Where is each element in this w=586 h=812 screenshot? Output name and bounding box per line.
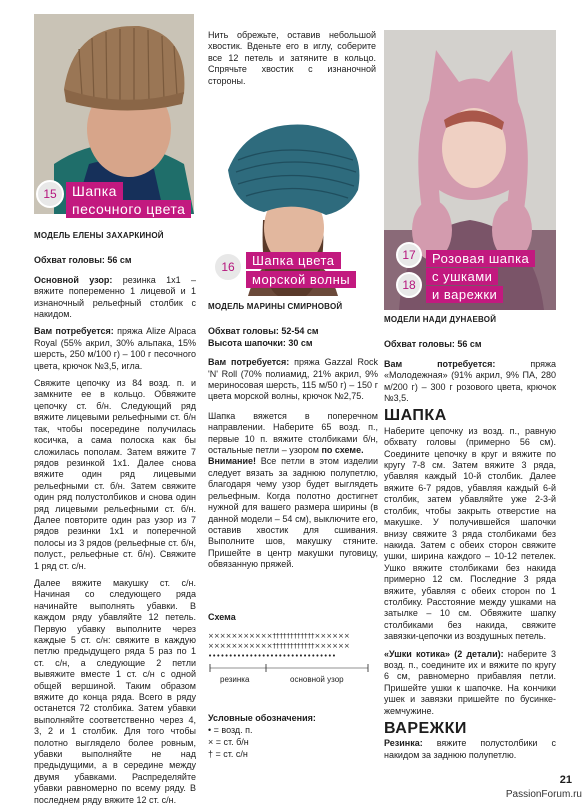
- main-pattern-text: резинка 1х1 – вяжите попеременно 1 лицевой и 1 изнаночный рельефный столбик с накидом.: [34, 274, 196, 320]
- materials-label: Вам потребуется:: [384, 358, 496, 369]
- model-number-badge: 15: [36, 180, 64, 208]
- legend-dc: † = ст. с/н: [208, 749, 248, 759]
- materials-text: пряжа «Молодежная» (91% акрил, 9% ПА, 280 м/200 г) – 300 г розового цвета, крючок №3,5.: [384, 358, 556, 404]
- title-line-2: песочного цвета: [72, 201, 186, 217]
- legend-sc: × = ст. б/н: [208, 737, 249, 747]
- materials-text: пряжа Gazzal Rock 'N' Roll (70% полиамид, 21% акрил, 9% мериносовая шерсть, 115 м/50 г) – 150 г цвета морской волны, крючок №2,75.: [208, 357, 378, 402]
- title-banner-3: [426, 286, 503, 303]
- materials: [208, 357, 378, 403]
- watermark: PassionForum.ru: [505, 789, 582, 800]
- legend: [208, 712, 378, 760]
- mittens-text: вяжите полустолбики с накидом за заднюю полупетлю.: [384, 738, 556, 760]
- materials-label: Вам потребуется:: [208, 357, 290, 368]
- column-pink-hat: [384, 314, 556, 767]
- head-girth: Обхват головы: 56 см: [384, 339, 482, 350]
- materials-label: Вам потребуется:: [34, 326, 114, 337]
- model-credit: МОДЕЛИ НАДИ ДУНАЕВОЙ: [384, 315, 497, 324]
- section-heading-mittens: ВАРЕЖКИ: [384, 720, 467, 737]
- title-banner: [66, 182, 123, 200]
- main-pattern-label: Основной узор:: [34, 274, 113, 285]
- attention-label: Внимание!: [208, 456, 256, 467]
- head-girth: Обхват головы: 52-54 см: [208, 326, 319, 337]
- scheme-row-1: ×××××××××××††††††††††††××××××: [208, 632, 350, 640]
- section-heading-hat: ШАПКА: [384, 407, 447, 425]
- hat-instructions: Наберите цепочку из возд. п., равную обхвату головы (примерно 56 см). Соедините цепочку в круг и вяжите по кругу 7-8 см. Затем вяжите 3 ряда, убавляя каждый 10-й столбик. Далее вяжите 6-7 рядов, убавляя каждый 6-й столбик, затем убавляйте уже 2-3-й столбик, чтобы закрыть отверстие на макушке. У получившейся шапочки внизу свяжите 3 ряда столбиками без накида. Затем с обеих сторон свяжите ушки, ширина каждого – 10-12 петелек. Ушко вяжите столбиками без накида примерно 12 см. Последние 3 ряда вяжите, убавляя с обеих сторон по 1 столбику. Расстояние между ушками на затылке – 10 см. Обвяжите шапку столбиками без накида, свяжите завязки-цепочки из воздушных петель.: [384, 425, 556, 642]
- model-credit: МОДЕЛЬ ЕЛЕНЫ ЗАХАРКИНОЙ: [34, 231, 164, 240]
- column-sea-hat: [208, 301, 378, 577]
- title-line-1: Шапка цвета: [252, 253, 335, 268]
- model-number-badge-18: 18: [396, 272, 422, 298]
- instructions-2: Далее вяжите макушку ст. с/н. Начиная со следующего ряда начинайте выполнять убавки. В каждом ряду убавляйте 12 петель. Первую убавку выполните через каждые 5 ст. с/н: свяжите в каждую петлю предыдущего ряда 5 раз по 1 ст. с/н, а следующие 2 петли вывяжите вместе 1 ст. с/н с одной общей вершиной. Таким образом вяжите до конца ряда. Всего в ряду останется 72 столбика. Затем убавки выполняйте соответственно через 4, 3, 2 и 1 столбик. Для того чтобы полотно выглядело более ровным, убавки выполняйте не над предыдущими, а в середине между двумя убавками. Распределяйте убавки равномерно по всему ряду. В последнем ряду вяжите 12 ст. с/н.: [34, 577, 196, 805]
- column-sea-hat-top: [208, 30, 376, 93]
- finish-text: Нить обрежьте, оставив небольшой хвостик. Вденьте его в иглу, соберите все 12 петель и затяните в кольцо. Спрячьте хвостик с изнаночной стороны.: [208, 30, 376, 86]
- title-banner: [426, 250, 535, 267]
- instructions-1: Свяжите цепочку из 84 возд. п. и замкните ее в кольцо. Обвяжите цепочку ст. б/н. Следующий ряд вяжите лицевыми рельефными ст. б/н так, чтобы посередине получилась косичка, а сама полоска как бы сложилась пополам. Затем вяжите 7 рядов резинкой 1х1. Далее снова вяжите один ряд лицевыми рельефными ст. б/н. Затем свяжите один ряд полустолбиков и снова один ряд лицевыми рельефными ст. б/н. Далее повторите один раз узор из 7 рядов резинки 1х1 и поперечной полосы из 3 рядов (рельефные ст. б/н, полуст., рельефные ст. б/н). Свяжите 1 ряд ст. с/н.: [34, 378, 196, 571]
- model-number-badge: 16: [213, 252, 243, 282]
- legend-chain: • = возд. п.: [208, 725, 253, 735]
- ears-text: наберите 3 возд. п., соедините их и вяжите по кругу 6 см, равномерно прибавляя петли. Пришейте ушки к шапочке. На кончики ушек и завязки пришейте по бусинке-жемчужине.: [384, 648, 556, 716]
- instructions: [208, 411, 378, 571]
- title-banner: [246, 252, 341, 269]
- model-credit: МОДЕЛЬ МАРИНЫ СМИРНОВОЙ: [208, 302, 343, 311]
- materials: [34, 326, 196, 372]
- title-line-3: и варежки: [432, 287, 498, 302]
- scheme-row-3: •••••••••••••••••••••••••••••••: [208, 652, 336, 660]
- head-girth: Обхват головы: 56 см: [34, 255, 132, 266]
- materials: [384, 359, 556, 405]
- ears-label: «Ушки котика» (2 детали):: [384, 648, 504, 659]
- title-line-2: морской волны: [252, 272, 351, 287]
- legend-title: Условные обозначения:: [208, 713, 316, 723]
- scheme-block: [208, 612, 378, 692]
- title-line-1: Розовая шапка: [432, 251, 530, 266]
- title-banner-2: [426, 268, 498, 285]
- instructions-part-2: Все петли в этом изделии следует вязать за заднюю полупетлю, благодаря чему узор будет выглядеть рельефным. Когда полотно достигнет нужной для вашего размера ширины (в данной модели – 54 см), выключите его, оставив хвостик для сшивания. Выполните шов, макушку стяните. Пришейте в центр макушки пуговицу, обвязанную пряжей.: [208, 456, 378, 570]
- hat-height: Высота шапочки: 30 см: [208, 337, 313, 348]
- scheme-title: Схема: [208, 612, 236, 622]
- scheme-reference: по схеме.: [321, 445, 364, 456]
- scheme-row-2: ×××××××××××††††††††††††××××××: [208, 642, 350, 650]
- materials-text: пряжа Alize Alpaca Royal (55% акрил, 30% альпака, 15% шерсть, 250 м/100 г) – 100 г песочного цвета, крючок №3,5, игла.: [34, 326, 196, 371]
- title-line-2: с ушками: [432, 269, 493, 284]
- model-number-badge-17: 17: [396, 242, 422, 268]
- mittens-instructions: [384, 738, 556, 761]
- mittens-label: Резинка:: [384, 738, 423, 749]
- page-number: 21: [559, 774, 572, 786]
- main-pattern: [34, 275, 196, 321]
- column-sand-hat: [34, 230, 196, 812]
- scheme-main-label: основной узор: [290, 675, 344, 684]
- instructions-part-1: Шапка вяжется в поперечном направлении. Наберите 65 возд. п., первые 10 п. вяжите столбиками б/н, остальные петли – узором: [208, 410, 378, 456]
- title-banner-2: [246, 271, 356, 288]
- ears-instructions: [384, 649, 556, 717]
- title-line-1: Шапка: [72, 183, 117, 199]
- title-banner-2: [66, 200, 191, 218]
- scheme-rib-label: резинка: [220, 675, 250, 684]
